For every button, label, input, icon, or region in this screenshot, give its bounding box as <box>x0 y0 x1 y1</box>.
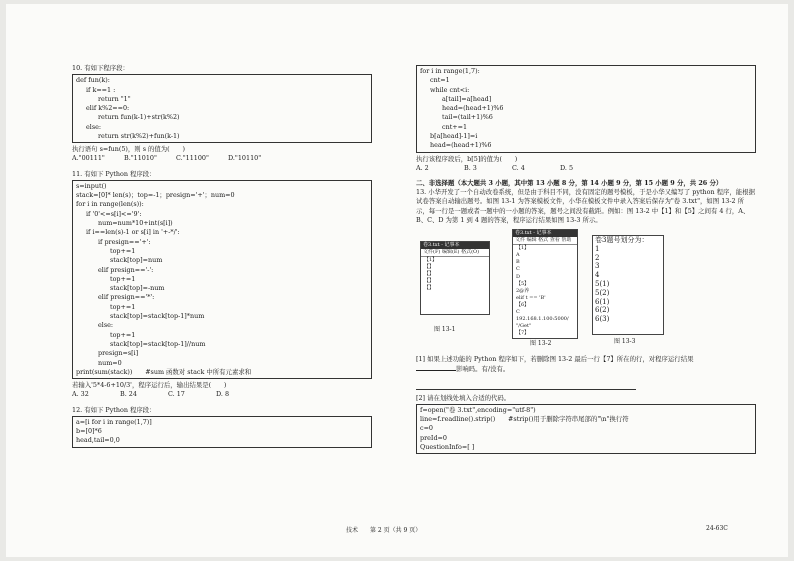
code-line: QuestionInfo=[ ] <box>420 442 475 451</box>
fig2-caption: 图 13-2 <box>530 340 552 348</box>
figure-line: 5(2) <box>595 288 610 297</box>
figure-13-1 <box>420 241 490 315</box>
footer-code: 24-63C <box>706 525 728 532</box>
right-column <box>416 64 756 456</box>
code-line: if k==1 : <box>86 85 116 94</box>
option-c: C. 17 <box>168 390 185 399</box>
q13-sub1: [1] 如果上述功能的 Python 程序如下，若删除图 13-2 最后一行【7】所在的行，对程序运行结果 <box>416 355 694 364</box>
code-line: while cnt<i: <box>430 85 470 94</box>
code-line: num=0 <box>98 358 122 367</box>
answer-blank <box>416 364 456 371</box>
code-line: cnt+=1 <box>442 122 468 131</box>
option-b: B. 24 <box>120 390 137 399</box>
q12-question: 执行该程序段后，b[5]的值为( ) <box>416 154 518 163</box>
q13-sub1-tail: 影响吗。有/没有。 <box>456 365 510 374</box>
notepad-menu: 文件 编辑 格式 查看 帮助 <box>513 237 577 245</box>
code-line: stack=[0]* len(s)；top=-1；presign='+'；num=0 <box>76 191 235 200</box>
figure-line: 【】 <box>424 271 435 278</box>
figure-13-3 <box>592 235 664 335</box>
q11-options <box>72 390 372 399</box>
code-line: preId=0 <box>420 433 447 442</box>
code-line: tail=(tail+1)%6 <box>442 113 493 122</box>
figure-line: 6(2) <box>595 306 610 315</box>
code-line: return fun(k-1)+str(k%2) <box>98 113 180 122</box>
figure-line: 5(1) <box>595 280 610 289</box>
figure-line: 192.168.1.100:5000/ <box>516 316 569 323</box>
figure-line: D <box>516 273 521 280</box>
code-line: elif presign=='-': <box>98 265 154 274</box>
fig3-title: 卷3题号划分为： <box>595 236 649 245</box>
code-line: return str(k%2)+fun(k-1) <box>98 131 180 140</box>
code-line: a[tail]=a[head] <box>442 94 492 103</box>
code-line: print(sum(stack)) #sum 函数对 stack 中所有元素求和 <box>76 367 252 376</box>
code-line: else: <box>98 321 114 330</box>
code-line: top+=1 <box>110 302 136 311</box>
q11-code-box <box>72 180 372 379</box>
q10-code-box <box>72 74 372 143</box>
q12-code-box-left <box>72 416 372 448</box>
figure-line: "/Get" <box>516 323 532 330</box>
figure-line: 【5】 <box>516 280 530 287</box>
code-line: line=f.readline().strip() #strip()用于删除字符串尾部的"\n"换行符 <box>420 415 629 423</box>
code-line: s=input() <box>76 181 107 190</box>
fig3-lines <box>595 245 663 324</box>
code-line: elif k%2==0: <box>86 104 130 113</box>
option-a: A."00111" <box>72 154 105 163</box>
figure-line: 4 <box>595 271 600 280</box>
q11-question: 若输入'5*4-6+10/3'，程序运行后，输出结果是( ) <box>72 381 227 390</box>
figure-13-2 <box>512 229 578 339</box>
code-line: top+=1 <box>110 246 136 255</box>
code-line: stack[top]=stack[top-1]//num <box>110 339 206 348</box>
code-line: elif presign=='*': <box>98 293 155 302</box>
code-line: presign=s[i] <box>98 349 139 358</box>
exam-page <box>6 4 788 557</box>
code-line: stack[top]=num <box>110 256 163 265</box>
code-line: top+=1 <box>110 330 136 339</box>
option-d: D. 5 <box>560 163 574 172</box>
code-line: def fun(k): <box>76 76 110 85</box>
figure-line: 6(1) <box>595 297 610 306</box>
code-line: return "1" <box>98 94 131 103</box>
q13-code-box <box>416 404 756 454</box>
figure-line: elif t == 'B' <box>516 294 546 301</box>
code-line: head=(head+1)%6 <box>430 141 492 150</box>
fig1-caption: 图 13-1 <box>434 326 456 334</box>
code-line: b[a[head]-1]=i <box>430 132 478 141</box>
q11-title: 11. 有如下 Python 程序段： <box>72 169 156 178</box>
notepad-menu: 文件(F) 编辑(E) 格式(O) <box>421 249 489 257</box>
option-d: D."10110" <box>228 154 262 163</box>
q10-question: 执行语句 s=fun(5)，则 s 的值为( ) <box>72 145 185 154</box>
option-c: C."11100" <box>176 154 209 163</box>
option-c: C. 4 <box>512 163 525 172</box>
code-line: for i in range(1,7): <box>420 67 480 75</box>
q12-code-box-right <box>416 65 756 153</box>
figure-line: B <box>516 259 520 266</box>
fig3-caption: 图 13-3 <box>614 338 636 346</box>
figure-line: C <box>516 266 520 273</box>
left-column <box>72 64 372 450</box>
code-line: stack[top]=-num <box>110 284 165 293</box>
option-d: D. 8 <box>216 390 230 399</box>
figure-line: 【7】 <box>516 330 530 337</box>
code-line: b=[0]*6 <box>76 427 102 436</box>
code-line: if presign=='+': <box>98 237 151 246</box>
code-line: head,tail=0,0 <box>76 436 120 445</box>
figure-line: C <box>516 309 520 316</box>
figure-line: A <box>516 252 520 259</box>
notepad-titlebar: 卷3.txt - 记事本 <box>513 230 577 237</box>
option-a: A. 32 <box>72 390 89 399</box>
option-a: A. 2 <box>416 163 429 172</box>
fig1-lines <box>421 257 489 292</box>
q12-options <box>416 164 756 173</box>
q10-title: 10. 有如下程序段： <box>72 64 129 72</box>
code-line: cnt=1 <box>430 76 450 85</box>
footer-page-number: 技术 第 2 页（共 9 页） <box>346 527 422 534</box>
q10-options <box>72 154 372 163</box>
fig2-lines <box>513 245 577 337</box>
figure-line: 【1】 <box>516 245 530 252</box>
option-b: B. 3 <box>464 163 477 172</box>
figure-line: 【】 <box>424 285 435 292</box>
code-line: num=num*10+int(s[i]) <box>98 219 173 228</box>
section2-heading: 二、非选择题（本大题共 3 小题，其中第 13 小题 8 分，第 14 小题 9 分，第 15 小题 9 分，共 26 分） <box>416 179 723 188</box>
q13-sub1-cont <box>416 364 756 374</box>
code-line: if '0'<=s[i]<='9': <box>86 209 142 218</box>
figure-group <box>416 227 756 347</box>
code-line: a=[i for i in range(1,7)] <box>76 417 152 426</box>
figure-line: 【】 <box>424 278 435 285</box>
code-line: f=open("卷 3.txt",encoding="utf-8") <box>420 405 536 414</box>
figure-line: 1 <box>595 244 600 253</box>
figure-line: 6(3) <box>595 315 610 324</box>
code-line: if i==len(s)-1 or s[i] in '+-*/': <box>86 228 180 237</box>
code-line: top+=1 <box>110 274 136 283</box>
code-line: stack[top]=stack[top-1]*num <box>110 312 205 321</box>
code-line: c=0 <box>420 424 433 433</box>
q13-sub2: [2] 请在划线处填入合适的代码。 <box>416 393 511 402</box>
notepad-titlebar: 卷3.txt - 记事本 <box>421 242 489 249</box>
option-b: B."11010" <box>124 154 157 163</box>
figure-line: 2 <box>595 253 600 262</box>
figure-line: 【6】 <box>516 301 530 308</box>
figure-line: 【】 <box>424 264 435 271</box>
code-line: head=(head+1)%6 <box>442 104 504 113</box>
figure-line: 3 <box>595 262 600 271</box>
figure-line: 2@养 <box>516 287 530 294</box>
q12-title: 12. 有如下 Python 程序段： <box>72 405 156 414</box>
divider <box>416 389 636 390</box>
code-line: else: <box>86 122 102 131</box>
q13-intro: 13. 小华开发了一个自动改卷系统，但是由于科目不同，没有固定的题号模板，于是小华又编写了 python 程序，能根据试卷答案自动输出题号。如图 13-1 为答案模板文件，小华在模板文件中录入答案后保存为"卷 3.txt"，如图 13-2 所示，每一行是一题或者一题中的一小题的答案，题号之间没有截距。例如：图 13-2 中【1】和【5】之间有 4 行，A、B、C、D 为第 1 到 4 题的答案，程序运行结果如图 13-3 所示。 <box>416 188 755 224</box>
figure-line: 【1】 <box>424 257 438 264</box>
code-line: for i in range(len(s)): <box>76 200 144 209</box>
